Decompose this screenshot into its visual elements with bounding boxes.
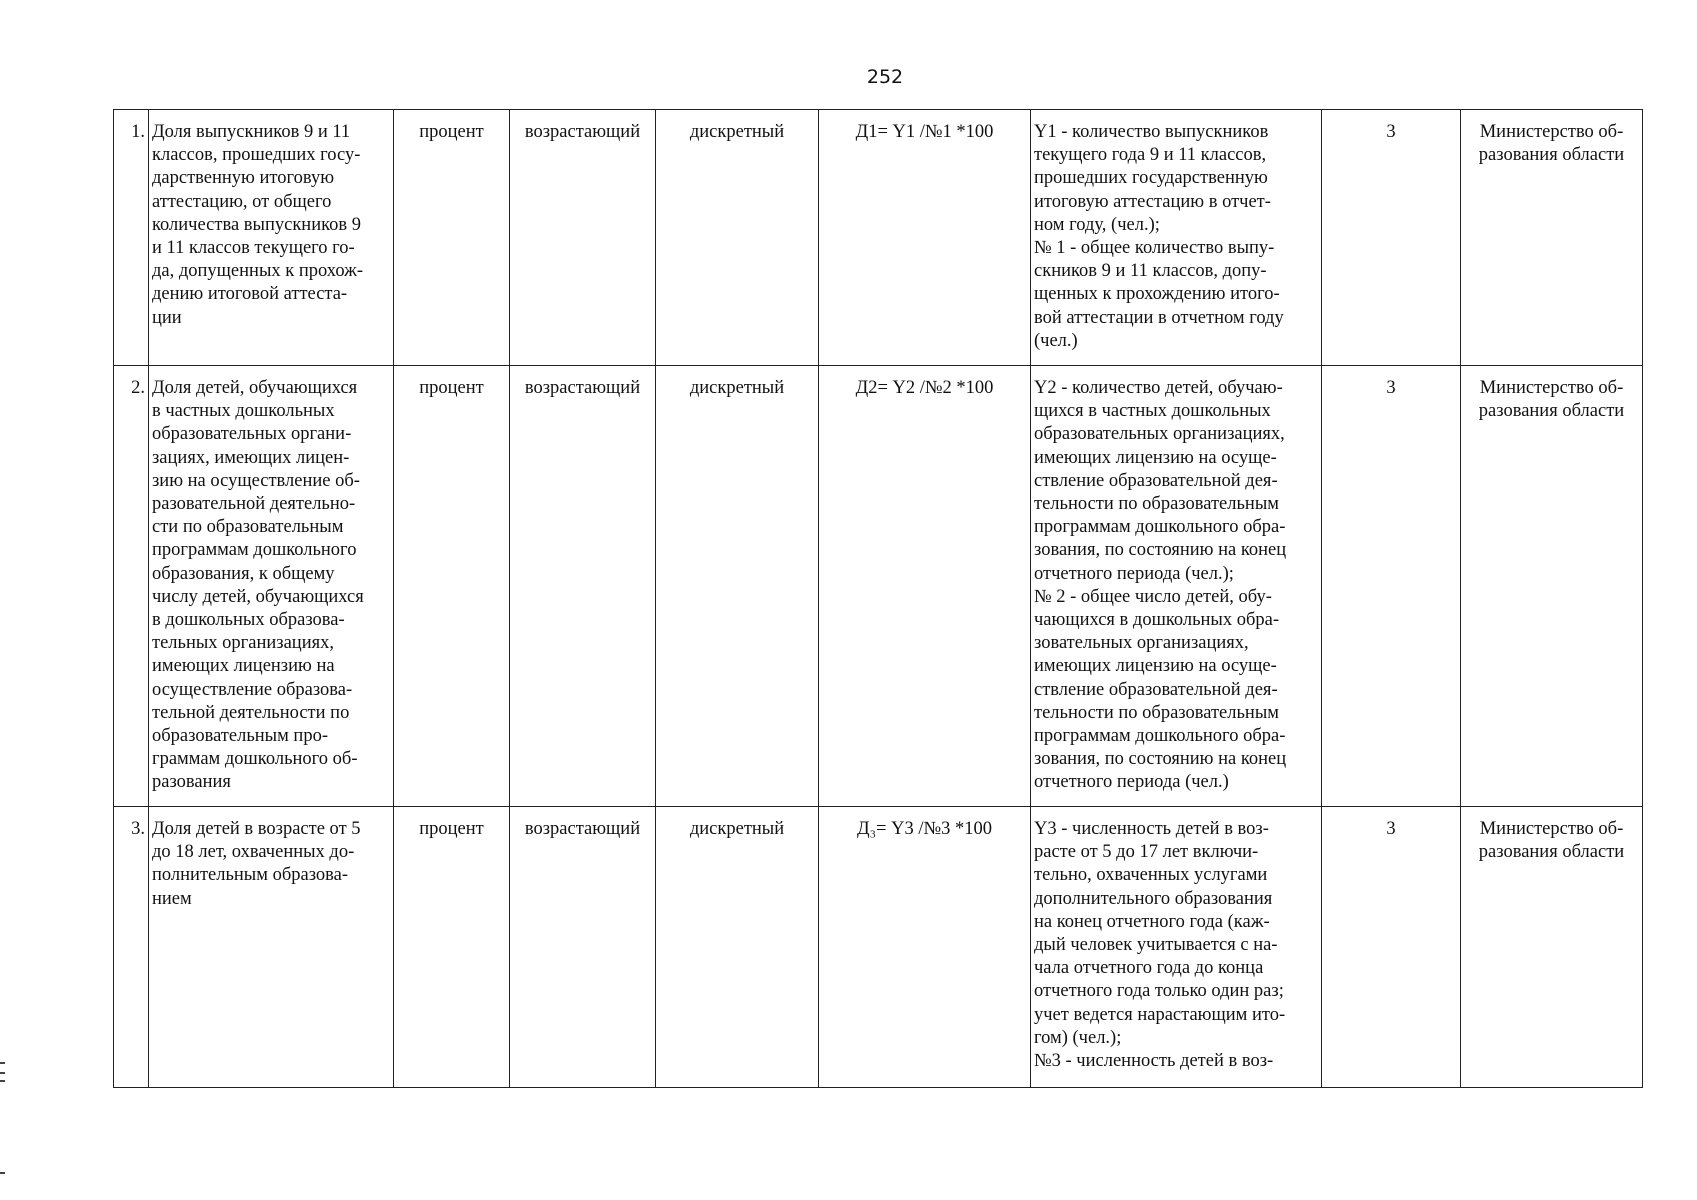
indicator-name-line: разования [152,772,231,793]
indicator-name-line: дению итоговой аттеста- [152,284,348,305]
indicator-name-line: программам дошкольного [152,540,357,561]
indicator-name-line: образовательным про- [152,726,328,747]
description-line: дый человек учитывается с на- [1034,935,1278,956]
description-line: имеющих лицензию на осуще- [1034,447,1277,468]
org-line: разования области [1478,842,1625,863]
scan-edge-mark [0,1080,5,1082]
description-line: тельности по образовательным [1034,702,1279,723]
formula-cell: Д1= Y1 /№1 *100 [819,110,1031,366]
description-line: имеющих лицензию на осуще- [1034,656,1277,677]
indicator-name-line: классов, прошедших госу- [152,145,361,166]
indicator-name-line: граммам дошкольного об- [152,749,358,770]
unit-cell: процент [394,366,510,807]
indicator-name-line: в частных дошкольных [152,401,335,422]
trend-cell: возрастающий [510,366,656,807]
indicator-name-line: аттестацию, от общего [152,191,332,212]
indicator-name [149,807,394,1088]
description-line: итоговую аттестацию в отчет- [1034,191,1271,212]
score-cell: 3 [1322,366,1461,807]
scan-edge-mark [0,1072,5,1074]
indicator-name-line: количества выпускников 9 [152,214,362,235]
responsible-org [1461,807,1643,1088]
variables-description [1031,366,1322,807]
org-line: Министерство об- [1479,819,1624,839]
description-line: Y3 - численность детей в воз- [1034,819,1269,839]
indicator-name-line: тельных организациях, [152,633,334,654]
description-line: ствление образовательной дея- [1034,679,1278,700]
description-line: отчетного периода (чел.); [1034,563,1234,584]
description-line: ном году, (чел.); [1034,214,1160,235]
description-line: вой аттестации в отчетном году [1034,307,1284,328]
description-line: зования, по состоянию на конец [1034,749,1287,770]
score-cell: 3 [1322,807,1461,1088]
table-row [114,807,1643,1088]
description-line: (чел.) [1034,330,1078,351]
indicator-name-line: полнительным образова- [152,865,349,886]
indicator-name-line: сти по образовательным [152,517,344,538]
description-line: тельности по образовательным [1034,494,1279,515]
indicator-name-line: нием [152,888,192,909]
indicator-name-line: зию на осуществление об- [152,470,360,491]
description-line: чала отчетного года до конца [1034,958,1264,979]
description-line: щихся в частных дошкольных [1034,401,1271,422]
description-line: прошедших государственную [1034,168,1268,189]
trend-cell: возрастающий [510,110,656,366]
description-line: Y1 - количество выпускников [1034,122,1269,142]
responsible-org [1461,366,1643,807]
indicator-name-line: Доля детей, обучающихся [152,378,358,398]
type-cell: дискретный [656,807,819,1088]
indicator-name-line: ции [152,307,182,328]
description-line: зовательных организациях, [1034,633,1249,654]
trend-cell: возрастающий [510,807,656,1088]
formula-cell: Д2= Y2 /№2 *100 [819,366,1031,807]
scan-edge-mark [0,1062,5,1064]
indicator-name-line: в дошкольных образова- [152,610,345,631]
description-line: программам дошкольного обра- [1034,726,1286,747]
description-line: отчетного периода (чел.) [1034,772,1229,793]
row-number: 2. [114,366,149,807]
indicator-name-line: и 11 классов текущего го- [152,238,355,259]
scan-edge-mark [0,1172,5,1174]
indicator-name-line: числу детей, обучающихся [152,586,364,607]
indicator-name-line: разовательной деятельно- [152,494,356,515]
indicator-name-line: образовательных органи- [152,424,352,445]
description-line: текущего года 9 и 11 классов, [1034,145,1267,166]
org-line: Министерство об- [1479,122,1624,142]
indicator-name-line: Доля детей в возрасте от 5 [152,819,361,839]
type-cell: дискретный [656,366,819,807]
description-line: чающихся в дошкольных обра- [1034,610,1280,631]
org-line: разования области [1478,401,1625,422]
unit-cell: процент [394,110,510,366]
org-line: разования области [1478,145,1625,166]
indicator-name-line: тельной деятельности по [152,702,350,723]
indicator-name-line: зациях, имеющих лицен- [152,447,350,468]
indicators-table [113,109,1643,1088]
unit-cell: процент [394,807,510,1088]
description-line: дополнительного образования [1034,888,1273,909]
description-line: расте от 5 до 17 лет включи- [1034,842,1259,863]
score-cell: 3 [1322,110,1461,366]
description-line: № 1 - общее количество выпу- [1034,238,1275,259]
indicator-name-line: до 18 лет, охваченных до- [152,842,355,863]
description-line: № 2 - общее число детей, обу- [1034,586,1272,607]
indicator-name [149,366,394,807]
description-line: программам дошкольного обра- [1034,517,1286,538]
indicator-name [149,110,394,366]
description-line: скников 9 и 11 классов, допу- [1034,261,1267,282]
indicator-name-line: осуществление образова- [152,679,353,700]
table-row [114,110,1643,366]
formula-cell: Д₃= Y3 /№3 *100 [819,807,1031,1088]
indicator-name-line: образования, к общему [152,563,335,584]
org-line: Министерство об- [1479,378,1624,398]
row-number: 3. [114,807,149,1088]
description-line: тельно, охваченных услугами [1034,865,1268,886]
description-line: на конец отчетного года (каж- [1034,911,1270,932]
description-line: учет ведется нарастающим ито- [1034,1004,1286,1025]
page-number: 252 [866,66,904,88]
description-line: образовательных организациях, [1034,424,1285,445]
table-row [114,366,1643,807]
row-number: 1. [114,110,149,366]
indicator-name-line: да, допущенных к прохож- [152,261,364,282]
indicator-name-line: имеющих лицензию на [152,656,335,677]
description-line: ствление образовательной дея- [1034,470,1278,491]
variables-description [1031,110,1322,366]
indicator-name-line: дарственную итоговую [152,168,335,189]
variables-description [1031,807,1322,1088]
description-line: щенных к прохождению итого- [1034,284,1280,305]
description-line: №3 - численность детей в воз- [1034,1051,1274,1072]
indicator-name-line: Доля выпускников 9 и 11 [152,122,351,142]
description-line: зования, по состоянию на конец [1034,540,1287,561]
description-line: гом) (чел.); [1034,1027,1122,1048]
type-cell: дискретный [656,110,819,366]
description-line: отчетного года только один раз; [1034,981,1284,1002]
description-line: Y2 - количество детей, обучаю- [1034,378,1283,398]
responsible-org [1461,110,1643,366]
